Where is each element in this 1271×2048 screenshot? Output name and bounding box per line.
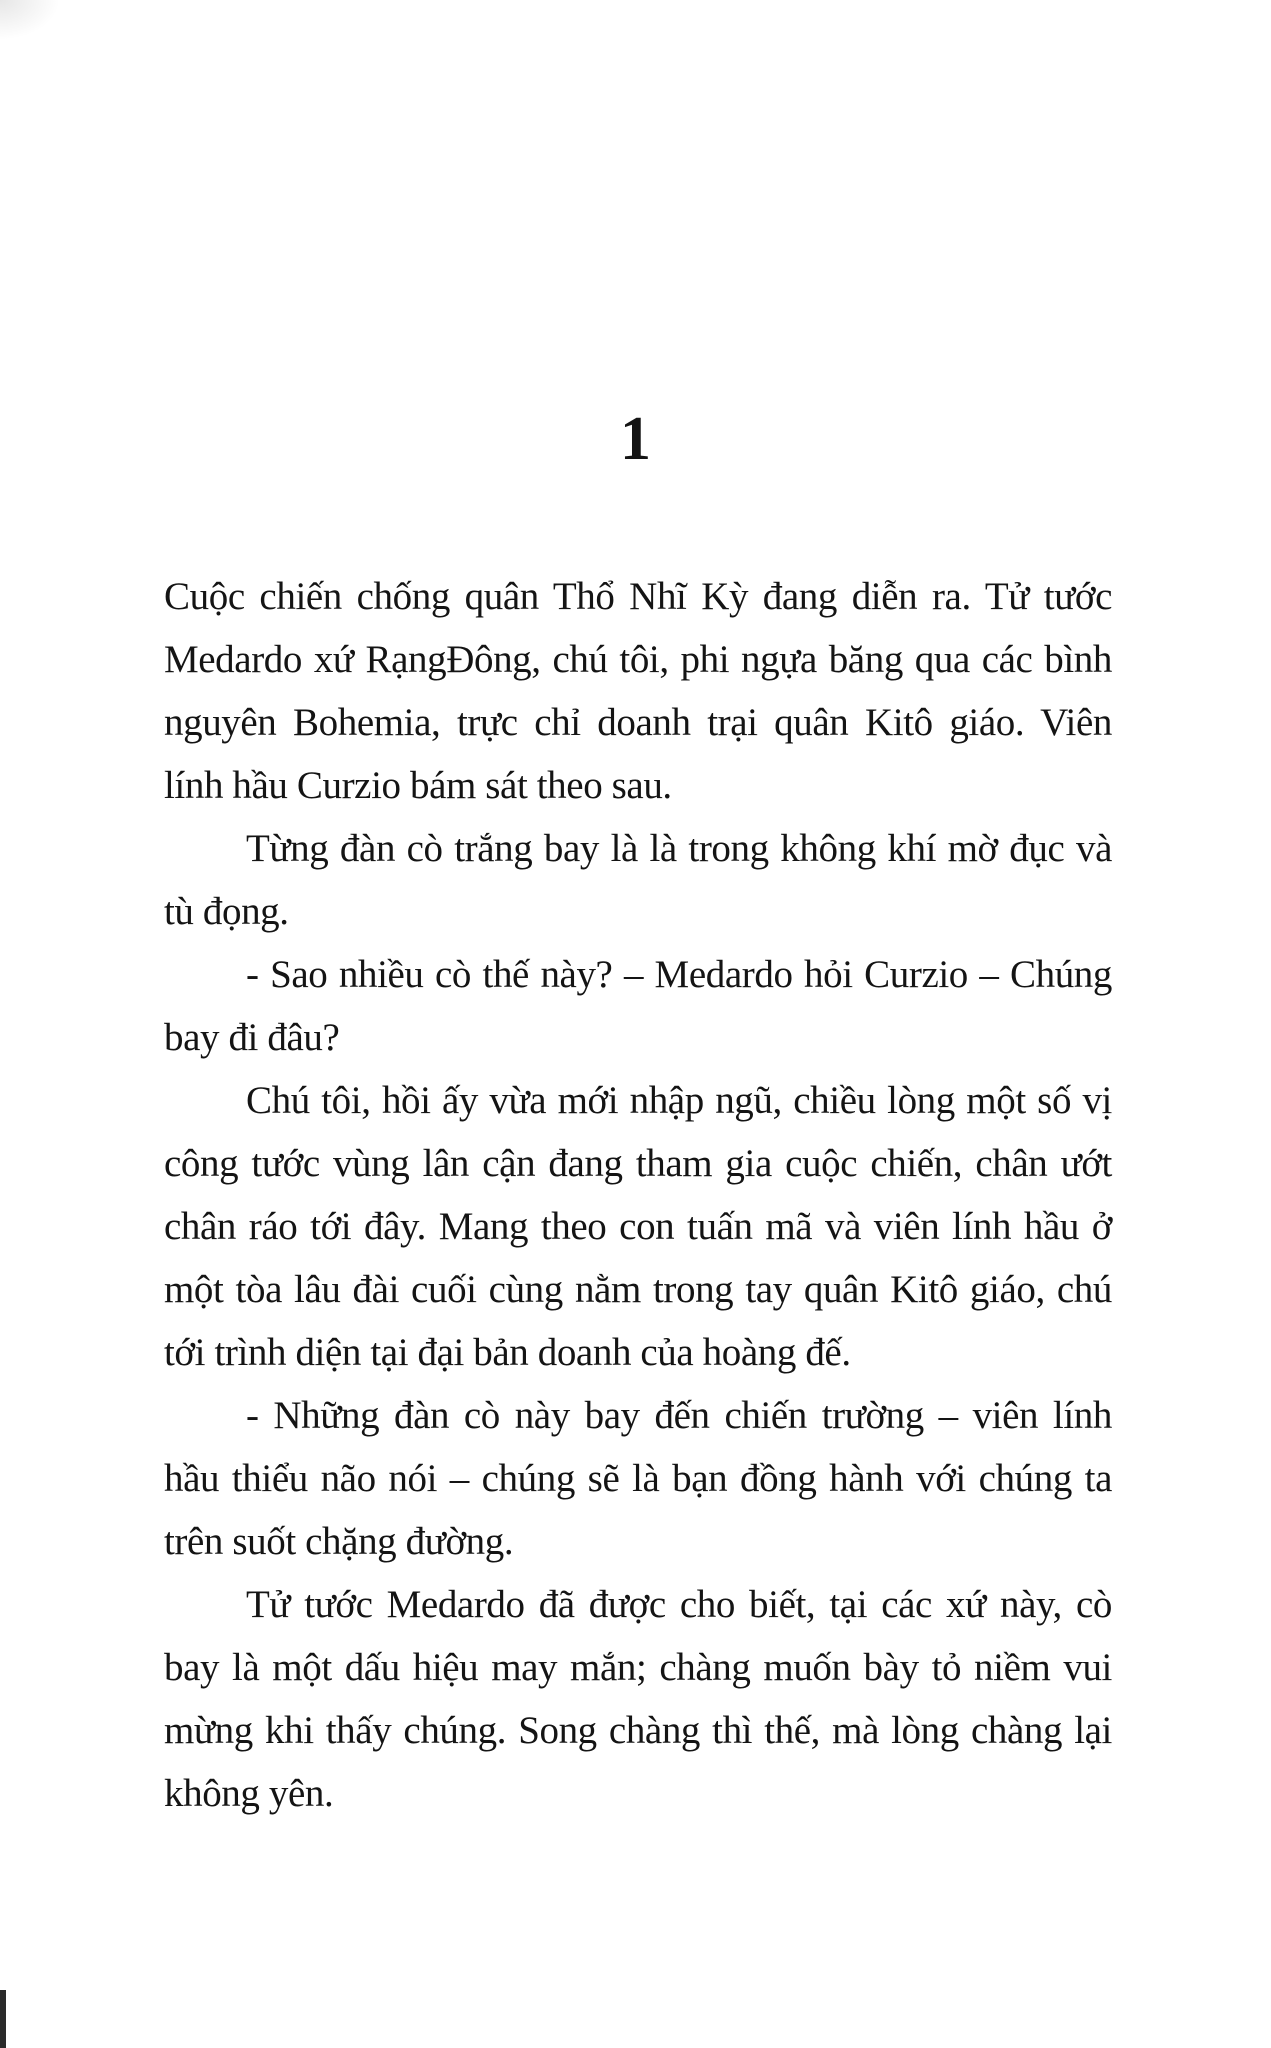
paragraph: Chú tôi, hồi ấy vừa mới nhập ngũ, chiều lòng một số vị công tước vùng lân cận đang tham gia cuộc chiến, chân ướt chân ráo tới đây. Mang theo con tuấn mã và viên lính hầu ở một tòa lâu đài cuối cùng nằm trong tay quân Kitô giáo, chú tới trình diện tại đại bản doanh của hoàng đế.: [164, 1079, 1112, 1374]
page-edge: [0, 1990, 6, 2048]
chapter-number: 1: [620, 405, 651, 473]
paragraph: - Sao nhiều cò thế này? – Medardo hỏi Curzio – Chúng bay đi đâu?: [164, 953, 1112, 1059]
paragraph: - Những đàn cò này bay đến chiến trường – viên lính hầu thiểu não nói – chúng sẽ là bạn đồng hành với chúng ta trên suốt chặng đường.: [164, 1394, 1112, 1563]
paragraph: Tử tước Medardo đã được cho biết, tại các xứ này, cò bay là một dấu hiệu may mắn; chàng muốn bày tỏ niềm vui mừng khi thấy chúng. Song chàng thì thế, mà lòng chàng lại không yên.: [164, 1583, 1112, 1815]
paragraph: Cuộc chiến chống quân Thổ Nhĩ Kỳ đang diễn ra. Tử tước Medardo xứ RạngĐông, chú tôi, phi ngựa băng qua các bình nguyên Bohemia, trực chỉ doanh trại quân Kitô giáo. Viên lính hầu Curzio bám sát theo sau.: [164, 575, 1112, 807]
page-corner-shadow: [0, 0, 60, 40]
paragraph: Từng đàn cò trắng bay là là trong không khí mờ đục và tù đọng.: [164, 827, 1112, 933]
body-text: [164, 565, 1112, 1825]
